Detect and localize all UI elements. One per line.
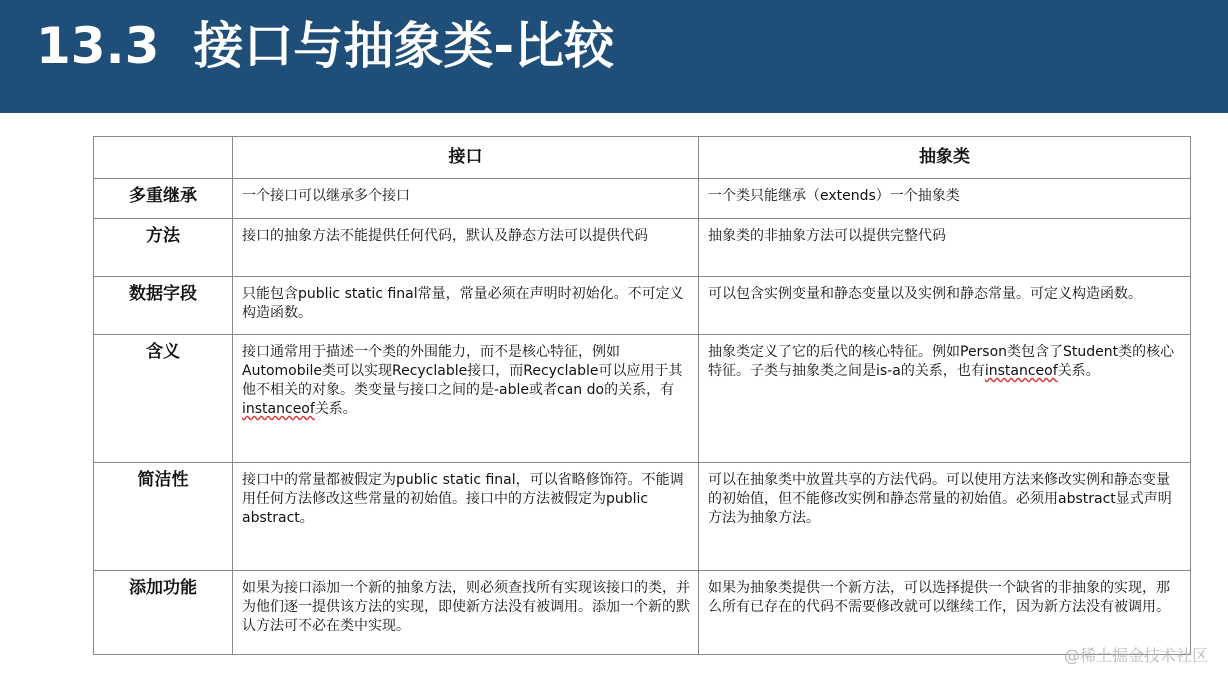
- row-label: 多重继承: [94, 179, 233, 219]
- row-label: 简洁性: [94, 463, 233, 571]
- section-number: 13.3: [36, 17, 160, 75]
- column-header-abstract-class: 抽象类: [699, 137, 1191, 179]
- row-label: 数据字段: [94, 277, 233, 335]
- interface-cell: 接口的抽象方法不能提供任何代码，默认及静态方法可以提供代码: [233, 219, 699, 277]
- table-header-row: [94, 137, 1191, 179]
- slide-header: [0, 0, 1228, 113]
- table-row: [94, 219, 1191, 277]
- abstract-class-cell: 一个类只能继承（extends）一个抽象类: [699, 179, 1191, 219]
- corner-cell: [94, 137, 233, 179]
- slide-title: [36, 14, 614, 78]
- interface-cell: [233, 335, 699, 463]
- cell-text: 抽象类定义了它的后代的核心特征。例如Person类包含了Student类的核心特征。子类与抽象类之间是is-a的关系，也有: [708, 344, 1175, 379]
- watermark: @稀土掘金技术社区: [1063, 646, 1208, 665]
- interface-cell: 只能包含public static final常量，常量必须在声明时初始化。不可定义构造函数。: [233, 277, 699, 335]
- abstract-class-cell: 可以包含实例变量和静态变量以及实例和静态常量。可定义构造函数。: [699, 277, 1191, 335]
- row-label: 添加功能: [94, 571, 233, 655]
- table-row: [94, 571, 1191, 655]
- comparison-table: [93, 136, 1191, 655]
- interface-cell: 接口中的常量都被假定为public static final，可以省略修饰符。不能调用任何方法修改这些常量的初始值。接口中的方法被假定为public abstract。: [233, 463, 699, 571]
- cell-text: 关系。: [1057, 363, 1100, 379]
- abstract-class-cell: 抽象类的非抽象方法可以提供完整代码: [699, 219, 1191, 277]
- keyword-instanceof: instanceof: [242, 401, 315, 417]
- interface-cell: 一个接口可以继承多个接口: [233, 179, 699, 219]
- abstract-class-cell: 如果为抽象类提供一个新方法，可以选择提供一个缺省的非抽象的实现，那么所有已存在的代码不需要修改就可以继续工作，因为新方法没有被调用。: [699, 571, 1191, 655]
- keyword-instanceof: instanceof: [984, 363, 1058, 379]
- cell-text: 接口通常用于描述一个类的外围能力，而不是核心特征，例如Automobile类可以实现Recyclable接口，而Recyclable可以应用于其他不相关的对象。类变量与接口之间的是-able或者can do的关系，有: [242, 344, 683, 398]
- table-row: [94, 179, 1191, 219]
- table-row: [94, 335, 1191, 463]
- row-label: 方法: [94, 219, 233, 277]
- abstract-class-cell: 可以在抽象类中放置共享的方法代码。可以使用方法来修改实例和静态变量的初始值，但不能修改实例和静态常量的初始值。必须用abstract显式声明方法为抽象方法。: [699, 463, 1191, 571]
- row-label: 含义: [94, 335, 233, 463]
- cell-text: 关系。: [314, 401, 357, 417]
- column-header-interface: 接口: [233, 137, 699, 179]
- interface-cell: 如果为接口添加一个新的抽象方法，则必须查找所有实现该接口的类，并为他们逐一提供该方法的实现，即使新方法没有被调用。添加一个新的默认方法可不必在类中实现。: [233, 571, 699, 655]
- title-text: 接口与抽象类-比较: [193, 17, 615, 75]
- table-row: [94, 277, 1191, 335]
- abstract-class-cell: [699, 335, 1191, 463]
- table-row: [94, 463, 1191, 571]
